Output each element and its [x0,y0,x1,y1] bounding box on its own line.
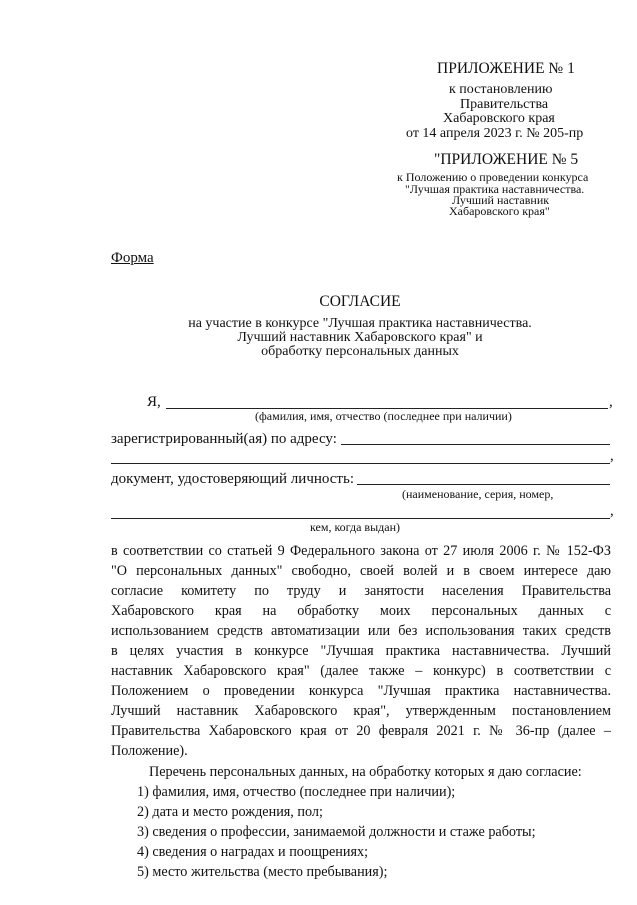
paragraph-line: Лучший наставник Хабаровского края", утвержденным постановлением [111,703,611,719]
paragraph-line: согласие комитету по труду и занятости населения Правительства [111,583,611,599]
appendix1-title: ПРИЛОЖЕНИЕ № 1 [437,60,575,77]
comma: , [610,448,614,464]
comma: , [610,503,614,519]
issued-hint: кем, когда выдан) [310,520,401,534]
address-field-line-1[interactable] [341,444,610,445]
appendix5-line4: Хабаровского края" [449,204,550,218]
paragraph-line: Положением о проведении конкурса "Лучшая практика наставничества. [111,683,611,699]
appendix1-line3: Хабаровского края [443,111,555,126]
title-line2: Лучший наставник Хабаровского края" и [237,330,483,345]
appendix1-line2: Правительства [460,97,549,112]
consent-paragraph [111,541,611,761]
paragraph-line: "О персональных данных" свободно, своей волей и в своем интересе даю [111,563,611,579]
appendix5-line2: "Лучшая практика наставничества. [405,182,585,196]
appendix5-line3: Лучший наставник [452,193,550,207]
paragraph-line: наставник Хабаровского края" (далее также – конкурс) в соответствии с [111,663,611,679]
fullname-hint: (фамилия, имя, отчество (последнее при наличии) [255,409,512,423]
i-label: Я, [147,394,161,410]
registered-label: зарегистрированный(ая) по адресу: [111,431,337,447]
appendix1-line1: к постановлению [449,82,553,97]
list-item: 1) фамилия, имя, отчество (последнее при наличии); [137,784,456,800]
list-item: 3) сведения о профессии, занимаемой должности и стаже работы; [137,824,536,840]
document-label: документ, удостоверяющий личность: [111,471,354,487]
list-item: 4) сведения о наградах и поощрениях; [137,844,369,860]
paragraph-line: в целях участия в конкурсе "Лучшая практика наставничества. Лучший [111,643,611,659]
title-line3: обработку персональных данных [261,344,459,359]
form-label: Форма [111,250,154,266]
list-item: 5) место жительства (место пребывания); [137,864,388,880]
document-title: СОГЛАСИЕ [319,293,401,310]
paragraph-line: Правительства Хабаровского края от 20 февраля 2021 г. № 36-пр (далее – [111,723,611,739]
list-intro: Перечень персональных данных, на обработку которых я даю согласие: [149,764,582,780]
document-field-line-2[interactable] [111,518,610,519]
list-item: 2) дата и место рождения, пол; [137,804,323,820]
comma: , [609,394,613,410]
personal-data-list [137,782,536,882]
title-line1: на участие в конкурсе "Лучшая практика наставничества. [188,316,532,331]
paragraph-line: в соответствии со статьей 9 Федерального закона от 27 июля 2006 г. № 152-ФЗ [111,543,611,559]
document-field-line-1[interactable] [357,484,610,485]
appendix5-title: "ПРИЛОЖЕНИЕ № 5 [434,151,579,168]
document-hint: (наименование, серия, номер, [402,487,554,501]
paragraph-line: использованием средств автоматизации или без использования таких средств [111,623,611,639]
paragraph-line: Положение). [111,743,188,759]
appendix1-line4: от 14 апреля 2023 г. № 205-пр [406,126,584,141]
paragraph-line: Хабаровского края на обработку моих персональных данных с [111,603,611,619]
address-field-line-2[interactable] [111,463,610,464]
appendix5-line1: к Положению о проведении конкурса [397,170,589,184]
